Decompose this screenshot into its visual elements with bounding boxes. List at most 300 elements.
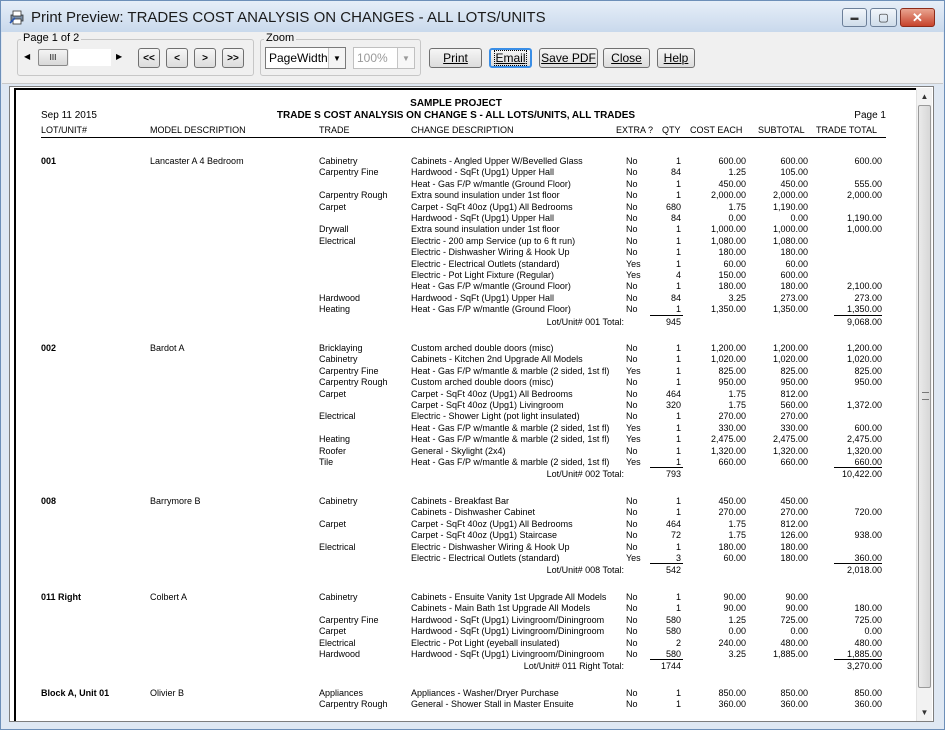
trade-cell: Tile (319, 457, 334, 467)
cost-each-cell: 3.25 (728, 292, 746, 303)
subtotal-cell: 126.00 (780, 530, 808, 541)
prev-page-icon: < (174, 52, 180, 64)
extra-cell: No (626, 592, 638, 602)
lot-number: 011 Right (41, 592, 82, 602)
dropdown-arrow-icon: ▼ (328, 48, 345, 68)
cost-each-cell: 450.00 (718, 496, 746, 506)
qty-cell: 4 (675, 270, 681, 280)
qty-cell: 3 (675, 553, 681, 563)
vertical-scrollbar[interactable] (916, 88, 932, 721)
change-description-cell: Electric - Electrical Outlets (standard) (411, 258, 560, 269)
col-header-cost: COST EACH (690, 125, 743, 135)
extra-cell: No (626, 530, 638, 541)
extra-cell: No (626, 518, 638, 529)
trade-total-cell: 1,885.00 (846, 649, 882, 659)
change-description-cell: Electric - Dishwasher Wiring & Hook Up (411, 541, 570, 552)
extra-cell: No (626, 637, 638, 648)
trade-total-cell: 555.00 (854, 178, 882, 189)
scroll-down-icon[interactable]: ▼ (920, 708, 929, 717)
trade-cell: Electrical (319, 637, 356, 648)
preview-pane (9, 86, 934, 722)
qty-cell: 1 (675, 592, 681, 602)
extra-cell: Yes (626, 258, 641, 269)
trade-cell: Roofer (319, 445, 347, 456)
scroll-thumb-grip: III (49, 53, 57, 62)
extra-cell: No (626, 626, 638, 637)
report-title: TRADE S COST ANALYSIS ON CHANGE S - ALL LOTS/UNITS, ALL TRADES (276, 110, 636, 121)
qty-cell: 1 (675, 496, 681, 506)
lot-number: 001 (41, 156, 57, 166)
page-label: Page 1 of 2 (23, 32, 80, 44)
report-page (14, 88, 917, 722)
extra-cell: No (626, 281, 638, 292)
zoom-percent-value: 100% (357, 51, 388, 65)
close-button[interactable] (603, 48, 650, 68)
cost-each-cell: 360.00 (718, 699, 746, 710)
subtotal-cell: 812.00 (780, 388, 808, 399)
extra-cell: No (626, 411, 638, 422)
subtotal-cell: 850.00 (780, 688, 808, 698)
trade-total-rule (834, 467, 882, 468)
trade-total-cell: 1,350.00 (846, 304, 882, 315)
cost-each-cell: 90.00 (723, 603, 746, 614)
lot-total-amount: 2,018.00 (846, 565, 882, 576)
qty-total-rule (650, 563, 683, 564)
extra-cell: No (626, 507, 638, 518)
change-description-cell: Heat - Gas F/P w/mantle (Ground Floor) (411, 304, 571, 315)
subtotal-cell: 60.00 (785, 258, 808, 269)
trade-cell: Electrical (319, 411, 356, 422)
change-description-cell: General - Shower Stall in Master Ensuite (411, 699, 574, 710)
trade-total-cell: 720.00 (854, 507, 882, 518)
close-button-label: Close (611, 51, 642, 65)
subtotal-cell: 90.00 (785, 603, 808, 614)
trade-total-cell: 273.00 (854, 292, 882, 303)
extra-cell: Yes (626, 422, 641, 433)
save-pdf-button-label: Save PDF (541, 51, 596, 65)
change-description-cell: Extra sound insulation under 1st floor (411, 190, 560, 201)
close-window-button[interactable] (900, 8, 935, 27)
report-date: Sep 11 2015 (41, 110, 97, 121)
trade-total-cell: 660.00 (854, 457, 882, 467)
extra-cell: Yes (626, 434, 641, 445)
cost-each-cell: 825.00 (718, 365, 746, 376)
change-description-cell: Hardwood - SqFt (Upg1) Upper Hall (411, 167, 555, 178)
qty-cell: 2 (675, 637, 681, 648)
change-description-cell: Appliances - Washer/Dryer Purchase (411, 688, 559, 698)
subtotal-cell: 90.00 (785, 592, 808, 602)
cost-each-cell: 2,000.00 (710, 190, 746, 201)
qty-cell: 1 (675, 411, 681, 422)
subtotal-cell: 812.00 (780, 518, 808, 529)
lot-total-amount: 3,270.00 (846, 661, 882, 672)
change-description-cell: Hardwood - SqFt (Upg1) Livingroom/Diningroom (411, 626, 605, 637)
extra-cell: No (626, 649, 638, 659)
change-description-cell: Electric - 200 amp Service (up to 6 ft run) (411, 235, 576, 246)
col-header-extra: EXTRA ? (616, 125, 654, 135)
extra-cell: No (626, 496, 638, 506)
help-button[interactable] (657, 48, 695, 68)
model-description: Bardot A (150, 343, 185, 353)
qty-cell: 320 (665, 400, 681, 410)
header-rule (41, 137, 886, 138)
extra-cell: No (626, 201, 638, 212)
qty-cell: 1 (675, 688, 681, 698)
subtotal-cell: 270.00 (780, 411, 808, 422)
qty-cell: 1 (675, 304, 681, 315)
email-button[interactable] (489, 48, 532, 68)
subtotal-cell: 2,000.00 (772, 190, 808, 201)
page-scrollbar[interactable] (22, 47, 130, 69)
lot-number: 008 (41, 496, 57, 506)
extra-cell: No (626, 304, 638, 315)
cost-each-cell: 660.00 (718, 457, 746, 467)
trade-cell: Electrical (319, 235, 356, 246)
extra-cell: No (626, 190, 638, 201)
zoom-select[interactable] (265, 47, 346, 69)
trade-total-cell: 0.00 (864, 626, 882, 637)
cost-each-cell: 90.00 (723, 592, 746, 602)
change-description-cell: Carpet - SqFt 40oz (Upg1) Livingroom (411, 400, 564, 410)
trade-total-rule (834, 659, 882, 660)
trade-cell: Cabinetry (319, 496, 358, 506)
cost-each-cell: 1.75 (728, 518, 746, 529)
first-page-icon: << (143, 52, 155, 64)
zoom-label: Zoom (266, 32, 295, 44)
maximize-button[interactable] (870, 8, 897, 27)
cost-each-cell: 2,475.00 (710, 434, 746, 445)
subtotal-cell: 2,475.00 (772, 434, 808, 445)
subtotal-cell: 600.00 (780, 156, 808, 166)
change-description-cell: Electric - Shower Light (pot light insulated) (411, 411, 580, 422)
qty-cell: 1 (675, 434, 681, 445)
title-bar (1, 1, 944, 32)
subtotal-cell: 180.00 (780, 247, 808, 258)
cost-each-cell: 0.00 (728, 626, 746, 637)
subtotal-cell: 180.00 (780, 541, 808, 552)
trade-total-cell: 1,372.00 (846, 400, 882, 410)
cost-each-cell: 1.25 (728, 167, 746, 178)
subtotal-cell: 725.00 (780, 614, 808, 625)
printer-icon (9, 9, 25, 25)
cost-each-cell: 1.75 (728, 201, 746, 212)
qty-cell: 1 (675, 422, 681, 433)
last-page-icon: >> (227, 52, 239, 64)
scroll-thumb-vertical[interactable] (918, 105, 931, 688)
subtotal-cell: 1,885.00 (772, 649, 808, 659)
subtotal-cell: 1,020.00 (772, 354, 808, 365)
trade-total-cell: 360.00 (854, 553, 882, 563)
col-header-subtotal: SUBTOTAL (758, 125, 805, 135)
subtotal-cell: 0.00 (790, 213, 808, 223)
extra-cell: No (626, 377, 638, 388)
qty-cell: 1 (675, 365, 681, 376)
model-description: Olivier B (150, 688, 185, 698)
lot-total-label: Lot/Unit# 002 Total: (546, 469, 624, 480)
subtotal-cell: 480.00 (780, 637, 808, 648)
qty-cell: 1 (675, 457, 681, 467)
trade-cell: Hardwood (319, 292, 361, 303)
model-description: Barrymore B (150, 496, 201, 506)
cost-each-cell: 330.00 (718, 422, 746, 433)
help-button-label: Help (663, 51, 689, 65)
cost-each-cell: 180.00 (718, 281, 746, 292)
subtotal-cell: 273.00 (780, 292, 808, 303)
extra-cell: No (626, 354, 638, 365)
extra-cell: No (626, 388, 638, 399)
prev-page-button[interactable] (166, 48, 188, 68)
extra-cell: No (626, 167, 638, 178)
qty-cell: 1 (675, 445, 681, 456)
qty-cell: 1 (675, 507, 681, 518)
trade-cell: Carpet (319, 626, 347, 637)
extra-cell: No (626, 603, 638, 614)
model-description: Lancaster A 4 Bedroom (150, 156, 244, 166)
trade-cell: Heating (319, 434, 351, 445)
extra-cell: Yes (626, 553, 641, 563)
qty-cell: 1 (675, 377, 681, 388)
qty-cell: 1 (675, 541, 681, 552)
subtotal-cell: 450.00 (780, 178, 808, 189)
subtotal-cell: 1,350.00 (772, 304, 808, 315)
report-project: SAMPLE PROJECT (410, 98, 502, 109)
trade-cell: Cabinetry (319, 592, 358, 602)
qty-cell: 680 (665, 201, 681, 212)
subtotal-cell: 270.00 (780, 507, 808, 518)
extra-cell: No (626, 699, 638, 710)
extra-cell: No (626, 178, 638, 189)
trade-total-cell: 2,100.00 (846, 281, 882, 292)
cost-each-cell: 1.75 (728, 530, 746, 541)
trade-cell: Cabinetry (319, 156, 358, 166)
lot-total-qty: 1744 (660, 661, 681, 672)
subtotal-cell: 1,200.00 (772, 343, 808, 353)
change-description-cell: Electric - Dishwasher Wiring & Hook Up (411, 247, 570, 258)
last-page-button[interactable] (222, 48, 244, 68)
change-description-cell: Hardwood - SqFt (Upg1) Upper Hall (411, 213, 555, 223)
cost-each-cell: 60.00 (723, 553, 746, 563)
trade-total-cell: 950.00 (854, 377, 882, 388)
change-description-cell: Hardwood - SqFt (Upg1) Livingroom/Diningroom (411, 649, 605, 659)
trade-cell: Cabinetry (319, 354, 358, 365)
trade-total-cell: 2,000.00 (846, 190, 882, 201)
qty-cell: 1 (675, 258, 681, 269)
col-header-qty: QTY (662, 125, 681, 135)
cost-each-cell: 1.25 (728, 614, 746, 625)
minimize-button[interactable] (842, 8, 867, 27)
subtotal-cell: 1,080.00 (772, 235, 808, 246)
col-header-lot: LOT/UNIT# (41, 125, 88, 135)
trade-total-cell: 600.00 (854, 156, 882, 166)
scroll-right-icon[interactable]: ▶ (116, 52, 123, 61)
qty-cell: 464 (665, 388, 681, 399)
trade-total-cell: 850.00 (854, 688, 882, 698)
next-page-button[interactable] (194, 48, 216, 68)
report-page-number: Page 1 (854, 110, 886, 121)
lot-total-qty: 945 (665, 316, 681, 327)
toolbar (2, 32, 943, 84)
extra-cell: Yes (626, 365, 641, 376)
trade-total-rule (834, 563, 882, 564)
change-description-cell: Carpet - SqFt 40oz (Upg1) All Bedrooms (411, 518, 573, 529)
lot-total-qty: 793 (665, 469, 681, 480)
qty-total-rule (650, 659, 683, 660)
col-header-model: MODEL DESCRIPTION (150, 125, 246, 135)
qty-cell: 1 (675, 235, 681, 246)
extra-cell: No (626, 400, 638, 410)
cost-each-cell: 180.00 (718, 541, 746, 552)
lot-total-label: Lot/Unit# 008 Total: (546, 565, 624, 576)
scroll-thumb[interactable] (38, 49, 68, 66)
window-title: Print Preview: TRADES COST ANALYSIS ON CHANGES - ALL LOTS/UNITS (31, 9, 546, 26)
qty-cell: 580 (665, 649, 681, 659)
qty-cell: 84 (670, 292, 681, 303)
subtotal-cell: 105.00 (780, 167, 808, 178)
trade-cell: Drywall (319, 224, 349, 235)
subtotal-cell: 1,000.00 (772, 224, 808, 235)
subtotal-cell: 0.00 (790, 626, 808, 637)
save-pdf-button[interactable] (539, 48, 598, 68)
trade-total-cell: 360.00 (854, 699, 882, 710)
col-header-change: CHANGE DESCRIPTION (411, 125, 514, 135)
qty-total-rule (650, 315, 683, 316)
change-description-cell: Heat - Gas F/P w/mantle & marble (2 sided, 1st fl) (411, 365, 610, 376)
next-page-icon: > (202, 52, 208, 64)
cost-each-cell: 600.00 (718, 156, 746, 166)
change-description-cell: Heat - Gas F/P w/mantle (Ground Floor) (411, 178, 571, 189)
qty-cell: 580 (665, 614, 681, 625)
dropdown-arrow-icon: ▼ (397, 48, 414, 68)
change-description-cell: Hardwood - SqFt (Upg1) Livingroom/Diningroom (411, 614, 605, 625)
change-description-cell: Custom arched double doors (misc) (411, 343, 554, 353)
trade-cell: Carpentry Fine (319, 614, 379, 625)
cost-each-cell: 1.75 (728, 400, 746, 410)
qty-cell: 580 (665, 626, 681, 637)
trade-cell: Electrical (319, 541, 356, 552)
minimize-icon: ▬ (850, 13, 859, 22)
extra-cell: No (626, 688, 638, 698)
close-icon: ✕ (912, 9, 923, 25)
extra-cell: No (626, 445, 638, 456)
change-description-cell: Electric - Pot Light (eyeball insulated) (411, 637, 560, 648)
subtotal-cell: 600.00 (780, 270, 808, 280)
lot-number: Block A, Unit 01 (41, 688, 110, 698)
extra-cell: No (626, 541, 638, 552)
subtotal-cell: 660.00 (780, 457, 808, 467)
lot-number: 002 (41, 343, 57, 353)
cost-each-cell: 60.00 (723, 258, 746, 269)
extra-cell: No (626, 224, 638, 235)
email-button-label: Email (495, 51, 526, 65)
cost-each-cell: 240.00 (718, 637, 746, 648)
qty-cell: 1 (675, 190, 681, 201)
lot-total-label: Lot/Unit# 011 Right Total: (523, 661, 624, 672)
cost-each-cell: 1,080.00 (710, 235, 746, 246)
trade-cell: Carpet (319, 388, 347, 399)
trade-cell: Carpentry Rough (319, 377, 388, 388)
scroll-up-icon[interactable]: ▲ (920, 92, 929, 101)
change-description-cell: Electric - Electrical Outlets (standard) (411, 553, 560, 563)
col-header-tradetotal: TRADE TOTAL (816, 125, 878, 135)
trade-total-cell: 1,190.00 (846, 213, 882, 223)
qty-cell: 464 (665, 518, 681, 529)
subtotal-cell: 825.00 (780, 365, 808, 376)
scroll-left-icon[interactable]: ◀ (24, 52, 31, 61)
trade-cell: Carpet (319, 518, 347, 529)
cost-each-cell: 950.00 (718, 377, 746, 388)
subtotal-cell: 560.00 (780, 400, 808, 410)
extra-cell: No (626, 247, 638, 258)
trade-total-cell: 1,000.00 (846, 224, 882, 235)
extra-cell: No (626, 614, 638, 625)
trade-cell: Heating (319, 304, 351, 315)
model-description: Colbert A (150, 592, 188, 602)
print-button[interactable] (429, 48, 482, 68)
trade-cell: Carpentry Rough (319, 190, 388, 201)
qty-cell: 1 (675, 343, 681, 353)
subtotal-cell: 950.00 (780, 377, 808, 388)
change-description-cell: Extra sound insulation under 1st floor (411, 224, 560, 235)
trade-cell: Bricklaying (319, 343, 363, 353)
change-description-cell: Electric - Pot Light Fixture (Regular) (411, 270, 555, 280)
cost-each-cell: 1,200.00 (710, 343, 746, 353)
cost-each-cell: 270.00 (718, 507, 746, 518)
subtotal-cell: 180.00 (780, 281, 808, 292)
scroll-track[interactable] (69, 49, 111, 66)
extra-cell: No (626, 292, 638, 303)
cost-each-cell: 1,320.00 (710, 445, 746, 456)
trade-total-cell: 1,020.00 (846, 354, 882, 365)
qty-cell: 84 (670, 167, 681, 178)
qty-cell: 1 (675, 178, 681, 189)
extra-cell: No (626, 213, 638, 223)
extra-cell: No (626, 235, 638, 246)
grip-icon (922, 392, 929, 400)
change-description-cell: Cabinets - Kitchen 2nd Upgrade All Models (411, 354, 583, 365)
trade-total-cell: 1,320.00 (846, 445, 882, 456)
cost-each-cell: 850.00 (718, 688, 746, 698)
change-description-cell: Carpet - SqFt 40oz (Upg1) Staircase (411, 530, 558, 541)
trade-total-cell: 180.00 (854, 603, 882, 614)
maximize-icon: ▢ (878, 12, 889, 24)
extra-cell: No (626, 156, 638, 166)
qty-cell: 1 (675, 354, 681, 365)
print-button-label: Print (443, 51, 468, 65)
trade-cell: Carpentry Fine (319, 167, 379, 178)
subtotal-cell: 1,320.00 (772, 445, 808, 456)
qty-total-rule (650, 467, 683, 468)
first-page-button[interactable] (138, 48, 160, 68)
cost-each-cell: 150.00 (718, 270, 746, 280)
extra-cell: No (626, 343, 638, 353)
qty-cell: 1 (675, 699, 681, 710)
trade-cell: Carpentry Rough (319, 699, 388, 710)
cost-each-cell: 1.75 (728, 388, 746, 399)
cost-each-cell: 1,020.00 (710, 354, 746, 365)
change-description-cell: Carpet - SqFt 40oz (Upg1) All Bedrooms (411, 388, 573, 399)
change-description-cell: Heat - Gas F/P w/mantle & marble (2 sided, 1st fl) (411, 457, 610, 467)
change-description-cell: Custom arched double doors (misc) (411, 377, 554, 388)
cost-each-cell: 1,350.00 (710, 304, 746, 315)
cost-each-cell: 450.00 (718, 178, 746, 189)
change-description-cell: Carpet - SqFt 40oz (Upg1) All Bedrooms (411, 201, 573, 212)
col-header-trade: TRADE (319, 125, 350, 135)
change-description-cell: Heat - Gas F/P w/mantle & marble (2 sided, 1st fl) (411, 434, 610, 445)
trade-total-cell: 938.00 (854, 530, 882, 541)
change-description-cell: General - Skylight (2x4) (411, 445, 506, 456)
qty-cell: 84 (670, 213, 681, 223)
change-description-cell: Cabinets - Dishwasher Cabinet (411, 507, 536, 518)
